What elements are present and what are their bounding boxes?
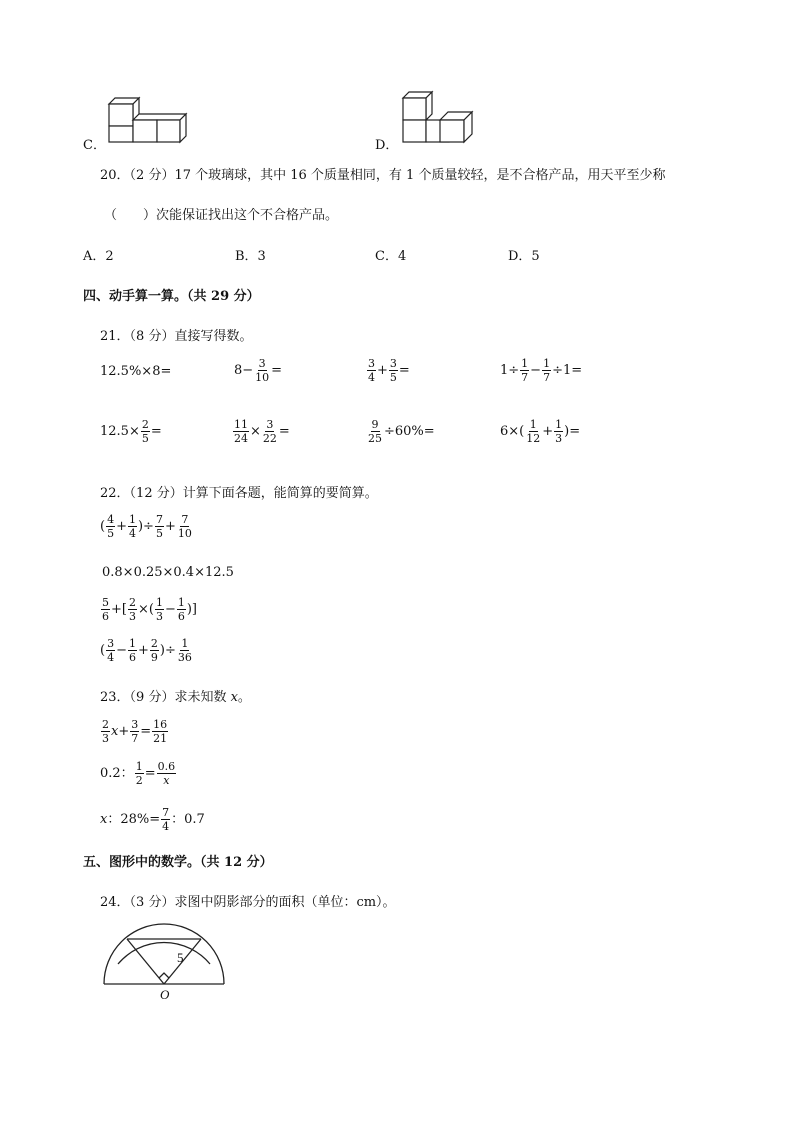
q20-line2: （ ）次能保证找出这个不合格产品。 (104, 208, 339, 223)
q21-item-5: 12.5× $\frac{2}{5}$ = (100, 418, 162, 445)
q21-item-4: 1÷ $\frac{1}{7}$ − $\frac{1}{7}$ ÷1= (500, 357, 583, 384)
q23-eq-1: $\frac{2}{3}$ x+ $\frac{3}{7}$ = $\frac{16}{21}$ (102, 718, 168, 745)
q22-expr-2: 0.8×0.25×0.4×12.5 (102, 565, 234, 580)
q23-eq-3: x：28%= $\frac{7}{4}$ ：0.7 (100, 806, 205, 833)
q21-item-7: $\frac{9}{25}$ ÷60%= (368, 418, 435, 445)
q21-item-1: 12.5%×8= (100, 364, 172, 379)
q21-item-2: 8− $\frac{3}{10}$ = (234, 357, 283, 384)
q20-line1: 20．（2 分）17 个玻璃球，其中 16 个质量相同，有 1 个质量较轻，是不合格产品，用天平至少称 (100, 168, 666, 183)
q22-prompt: 22．（12 分）计算下面各题，能简算的要简算。 (100, 486, 378, 501)
semicircle-figure (100, 918, 236, 1004)
q23-prompt: 23．（9 分）求未知数 x。 (100, 690, 251, 705)
option-c-label: C． (83, 138, 106, 153)
q21-prompt: 21．（8 分）直接写得数。 (100, 329, 253, 344)
section-4-title: 四、动手算一算。（共 29 分） (83, 289, 260, 304)
q20-option-c: C．4 (375, 249, 407, 264)
q21-item-8: 6×( $\frac{1}{12}$ + $\frac{1}{3}$ )= (500, 418, 581, 445)
q24-prompt: 24．（3 分）求图中阴影部分的面积（单位：cm）。 (100, 895, 396, 910)
label-5: 5 (177, 950, 184, 965)
q20-option-b: B．3 (235, 249, 266, 264)
option-d-label: D． (375, 138, 399, 153)
q21-item-3: $\frac{3}{4}$ + $\frac{3}{5}$ = (368, 357, 410, 384)
q22-expr-1: ( $\frac{4}{5}$ + $\frac{1}{4}$ )÷ $\frac{7}{5}$ + $\frac{7}{10}$ (100, 513, 192, 540)
section-5-title: 五、图形中的数学。（共 12 分） (83, 855, 273, 870)
q21-item-6: $\frac{11}{24}$ × $\frac{3}{22}$ = (234, 418, 290, 445)
label-o: O (160, 987, 170, 1002)
q20-option-a: A．2 (83, 249, 114, 264)
cube-figure-d (400, 90, 476, 146)
q23-eq-2: 0.2： $\frac{1}{2}$ = $\frac{0.6}{x}$ (100, 760, 176, 787)
q22-expr-4: ( $\frac{3}{4}$ − $\frac{1}{6}$ + $\frac{2}{9}$ )÷ $\frac{1}{36}$ (100, 637, 192, 664)
q20-option-d: D．5 (508, 249, 540, 264)
q22-expr-3: $\frac{5}{6}$ +[ $\frac{2}{3}$ ×( $\frac{1}{3}$ − $\frac{1}{6}$ )] (102, 596, 197, 623)
cube-figure-c (106, 96, 188, 144)
